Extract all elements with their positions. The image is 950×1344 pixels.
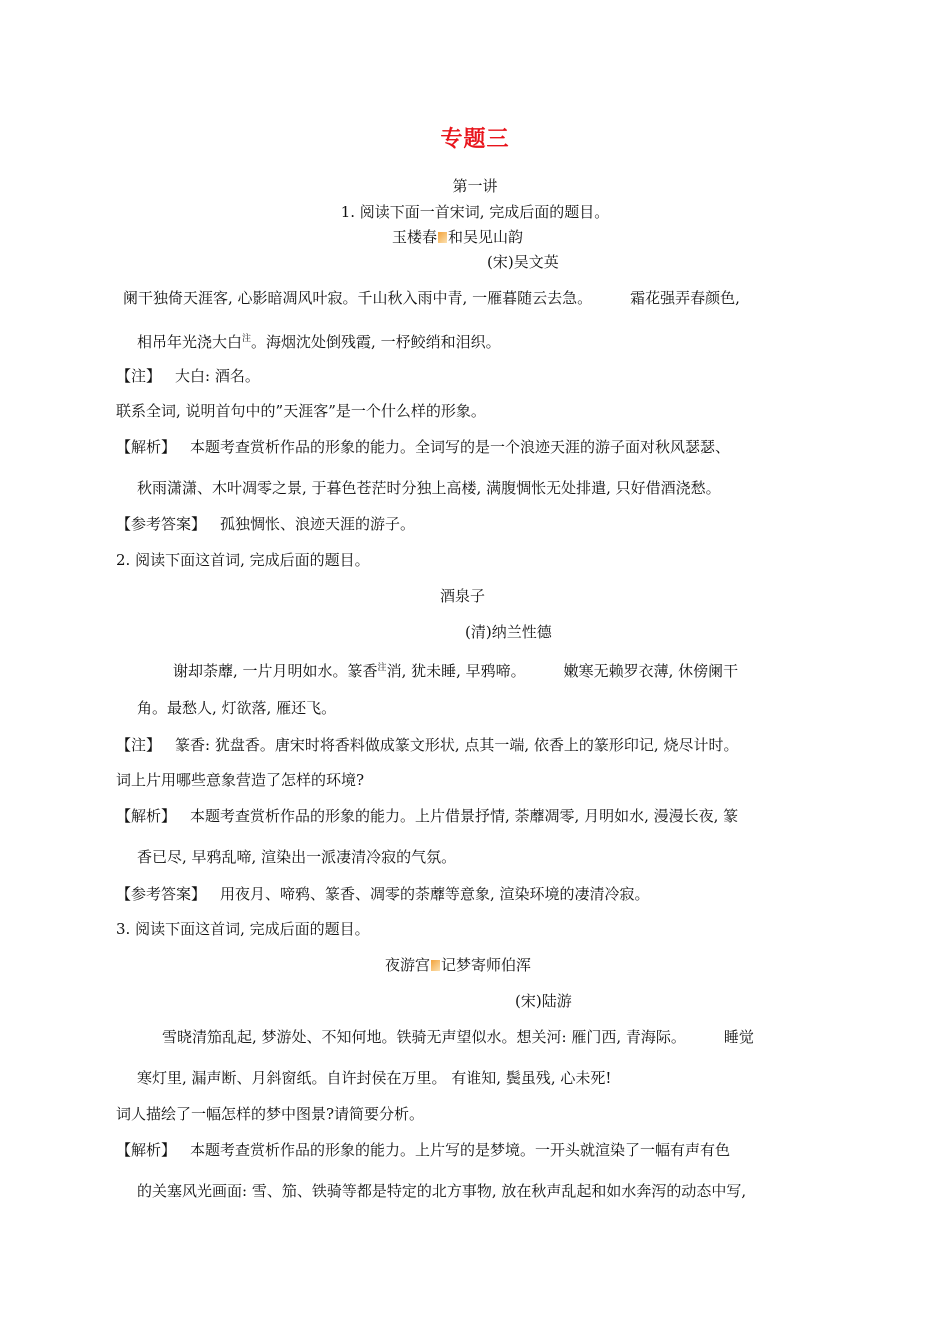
q2-analysis-line1: 【解析】 本题考查赏析作品的形象的能力。上片借景抒情, 荼蘼凋零, 月明如水, 漫漫长夜, 篆 bbox=[116, 807, 739, 825]
q1-question: 联系全词, 说明首句中的”天涯客”是一个什么样的形象。 bbox=[116, 402, 486, 420]
q1-answer: 【参考答案】 孤独惆怅、浪迹天涯的游子。 bbox=[116, 515, 416, 533]
q2-prompt: 2. 阅读下面这首词, 完成后面的题目。 bbox=[116, 551, 370, 569]
q2-verse-line2: 角。最愁人, 灯欲落, 雁还飞。 bbox=[137, 699, 337, 717]
q3-analysis-line1: 【解析】 本题考查赏析作品的形象的能力。上片写的是梦境。一开头就渲染了一幅有声有色 bbox=[116, 1141, 731, 1159]
q1-poem-title: 玉楼春 和吴见山韵 bbox=[392, 228, 524, 246]
page-title: 专题三 bbox=[440, 127, 510, 152]
q2-verse-line1: 谢却荼蘼, 一片月明如水。篆香$^注$消, 犹未睡, 早鸦啼。 嫩寒无赖罗衣薄, 休傍阑干 bbox=[173, 662, 739, 680]
q3-prompt: 3. 阅读下面这首词, 完成后面的题目。 bbox=[116, 920, 370, 938]
q2-question: 词上片用哪些意象营造了怎样的环境? bbox=[116, 771, 365, 789]
q3-poem-title: 夜游宫 记梦寄师伯浑 bbox=[385, 956, 532, 974]
q2-author: (清)纳兰性德 bbox=[465, 623, 552, 641]
q3-verse-line1: 雪晓清笳乱起, 梦游处、不知何地。铁骑无声望似水。想关河: 雁门西, 青海际。 睡觉 bbox=[162, 1028, 754, 1046]
q2-analysis-line2: 香已尽, 早鸦乱啼, 渲染出一派凄清冷寂的气氛。 bbox=[137, 848, 457, 866]
q1-author: (宋)吴文英 bbox=[487, 253, 559, 271]
q2-note: 【注】 篆香: 犹盘香。唐宋时将香料做成篆文形状, 点其一端, 依香上的篆形印记, 烧尽计时。 bbox=[116, 736, 739, 754]
q2-answer: 【参考答案】 用夜月、啼鸦、篆香、凋零的荼蘼等意象, 渲染环境的凄清冷寂。 bbox=[116, 885, 650, 903]
q2-poem-title: 酒泉子 bbox=[440, 587, 486, 605]
q3-analysis-line2: 的关塞风光画面: 雪、笳、铁骑等都是特定的北方事物, 放在秋声乱起和如水奔泻的动态中写, bbox=[137, 1182, 747, 1200]
lecture-heading: 第一讲 bbox=[452, 177, 498, 195]
image-fragment-icon bbox=[431, 960, 440, 971]
q3-author: (宋)陆游 bbox=[515, 992, 572, 1010]
q1-analysis-line1: 【解析】 本题考查赏析作品的形象的能力。全词写的是一个浪迹天涯的游子面对秋风瑟瑟、 bbox=[116, 438, 731, 456]
q1-prompt: 1. 阅读下面一首宋词, 完成后面的题目。 bbox=[340, 203, 610, 221]
q1-analysis-line2: 秋雨潇潇、木叶凋零之景, 于暮色苍茫时分独上高楼, 满腹惆怅无处排遣, 只好借酒浇愁。 bbox=[137, 479, 721, 497]
q3-verse-line2: 寒灯里, 漏声断、月斜窗纸。自许封侯在万里。 有谁知, 鬓虽残, 心未死! bbox=[137, 1069, 612, 1087]
q1-verse-line2: 相吊年光浇大白$^注$。海烟沈处倒残霞, 一杼鲛绡和泪织。 bbox=[137, 333, 501, 351]
q1-note: 【注】 大白: 酒名。 bbox=[116, 367, 260, 385]
q1-verse-line1: 阑干独倚天涯客, 心影暗凋风叶寂。千山秋入雨中青, 一雁暮随云去急。 霜花强弄春颜色, bbox=[123, 289, 740, 307]
q3-question: 词人描绘了一幅怎样的梦中图景?请简要分析。 bbox=[116, 1105, 425, 1123]
image-fragment-icon bbox=[438, 232, 447, 243]
